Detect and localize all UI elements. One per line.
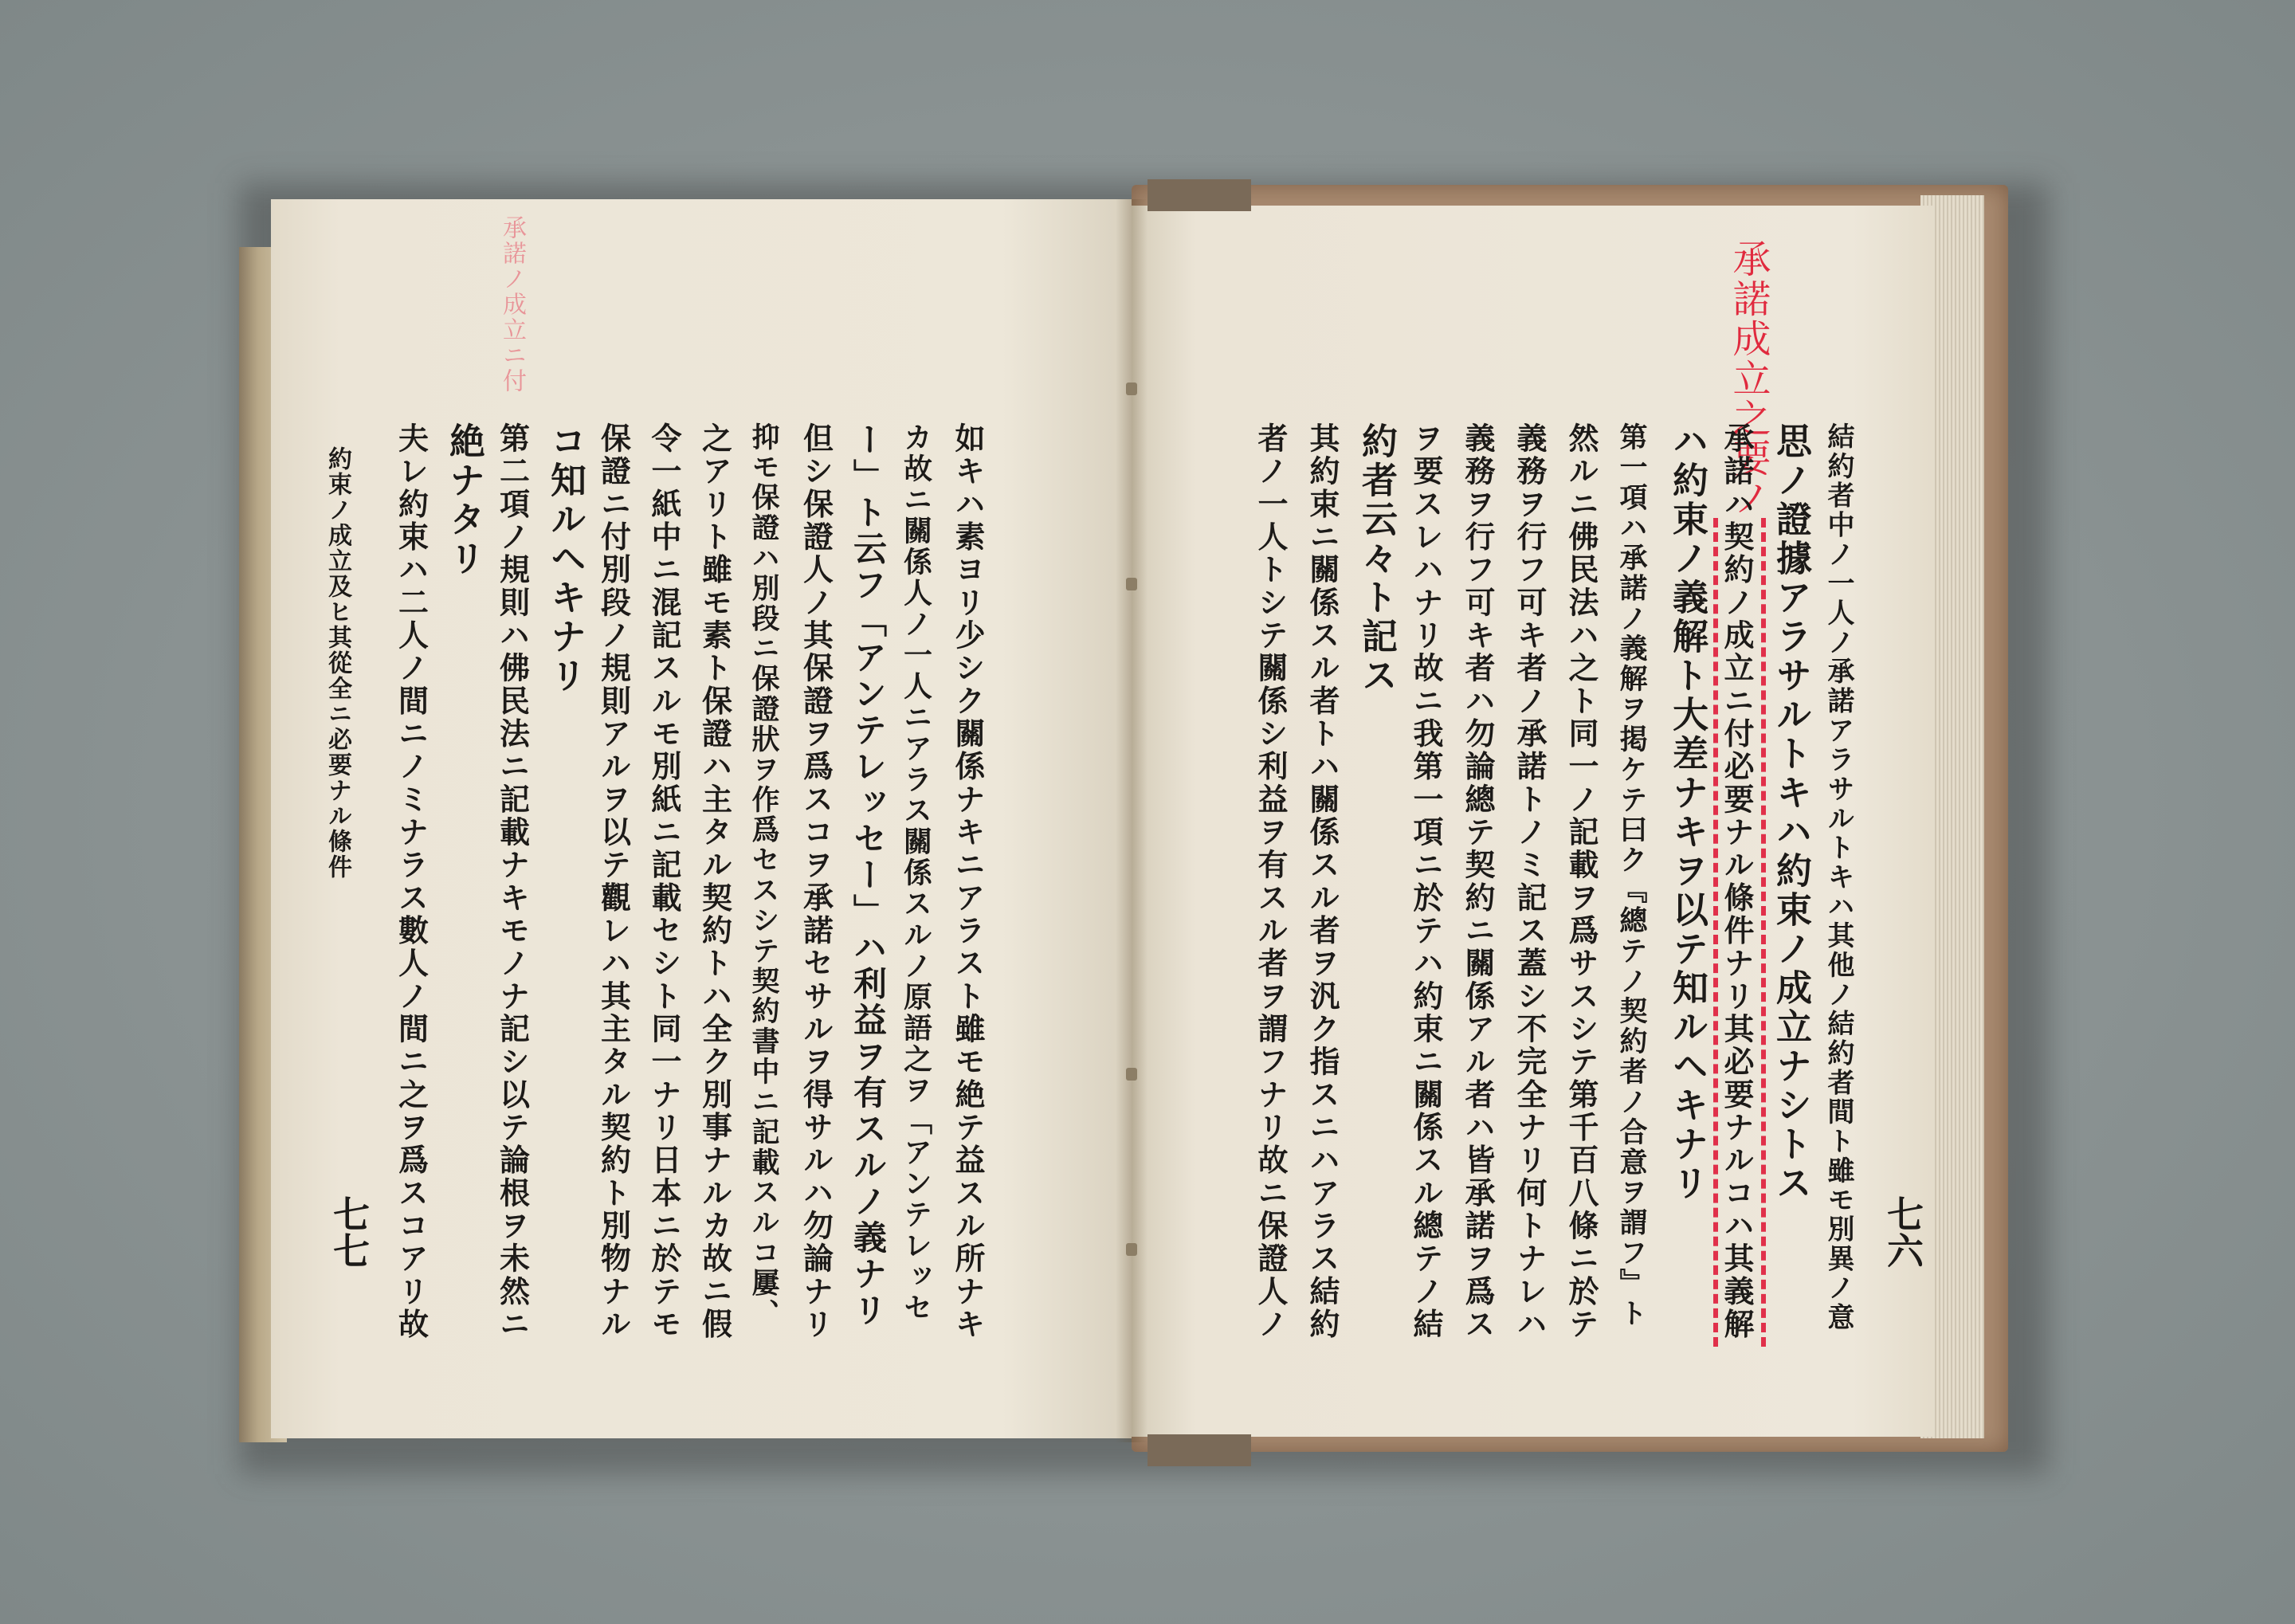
text-column: 者ノ一人トシテ關係シ利益ヲ有スル者ヲ謂フナリ故ニ保證人ノ [1253, 422, 1289, 1341]
text-column: 結約者中ノ一人ノ承諾アラサルトキハ其他ノ結約者間ト雖モ別異ノ意 [1822, 422, 1854, 1332]
text-column: ー」ト云フ「アンテレッセー」ハ利益ヲ有スルノ義ナリ [849, 422, 888, 1329]
text-column: 約者云々ト記ス [1355, 422, 1398, 696]
margin-note-left: 承諾ノ成立ニ付 [498, 215, 526, 394]
margin-note-right: 承諾成立之要ノ [1726, 239, 1771, 518]
text-column: 令一紙中ニ混記スルモ別紙ニ記載セシト同一ナリ日本ニ於テモ [646, 422, 682, 1341]
text-column: 然ルニ佛民法ハ之ト同一ノ記載ヲ爲サスシテ第千百八條ニ於テ [1563, 422, 1599, 1341]
text-column: 思ノ證據アラサルトキハ約束ノ成立ナシトス [1770, 422, 1812, 1203]
binding-stitch [1126, 1243, 1137, 1256]
text-column: ヲ要スレハナリ故ニ我第一項ニ於テハ約束ニ關係スル總テノ結 [1408, 422, 1444, 1341]
text-column: 其約束ニ關係スル者トハ關係スル者ヲ汎ク指スニハアラス結約 [1304, 422, 1340, 1341]
text-column: 如キハ素ヨリ少シク關係ナキニアラスト雖モ絶テ益スル所ナキ [950, 422, 986, 1341]
text-column: 義務ヲ行フ可キ者ノ承諾トノミ記ス蓋シ不完全ナリ何トナレハ [1512, 422, 1548, 1341]
text-column: 義務ヲ行フ可キ者ハ勿論總テ契約ニ關係アル者ハ皆承諾ヲ爲ス [1460, 422, 1496, 1341]
running-header: 約束ノ成立及ヒ其從全ニ必要ナル條件 [324, 446, 351, 880]
page-number-left: 七七 [328, 1195, 371, 1269]
spine-tape-bottom [1148, 1434, 1251, 1466]
red-annotation-line [1761, 518, 1771, 1347]
text-column: 第二項ノ規則ハ佛民法ニ記載ナキモノナ記シ以テ論根ヲ未然ニ [494, 422, 531, 1341]
text-column: 承諾ハ契約ノ成立ニ付必要ナル條件ナリ其必要ナルコハ其義解 [1719, 422, 1755, 1341]
text-column: 絶ナタリ [443, 422, 485, 579]
text-column: 抑モ保證ハ別段ニ保證狀ヲ作爲セスシテ契約書中ニ記載スルコ屢、 [747, 422, 780, 1329]
text-column: 第一項ハ承諾ノ義解ヲ掲ケテ曰ク『總テノ契約者ノ合意ヲ謂フ』ト [1615, 422, 1648, 1329]
page-number-right: 七六 [1881, 1195, 1924, 1269]
red-annotation-line [1713, 518, 1723, 1347]
text-column: 但シ保證人ノ其保證ヲ爲スコヲ承諾セサルヲ得サルハ勿論ナリ [798, 422, 834, 1341]
text-column: 保證ニ付別段ノ規則アルヲ以テ觀レハ其主タル契約ト別物ナル [595, 422, 632, 1341]
binding-stitch [1126, 382, 1137, 395]
binding-stitch [1126, 1068, 1137, 1081]
text-column: 之アリト雖モ素ト保證ハ主タル契約トハ全ク別事ナルカ故ニ假 [696, 422, 733, 1341]
text-column: カ故ニ關係人ノ一人ニアラス關係スルノ原語之ヲ「アンテレッセ [899, 422, 933, 1324]
spine-tape-top [1148, 179, 1251, 211]
binding-stitch [1126, 578, 1137, 590]
text-column: コ知ルヘキナリ [544, 422, 586, 696]
text-column: ハ約束ノ義解ト大差ナキヲ以テ知ルヘキナリ [1666, 422, 1708, 1203]
text-column: 夫レ約束ハ二人ノ間ニノミナラス數人ノ間ニ之ヲ爲スコアリ故 [393, 422, 430, 1341]
